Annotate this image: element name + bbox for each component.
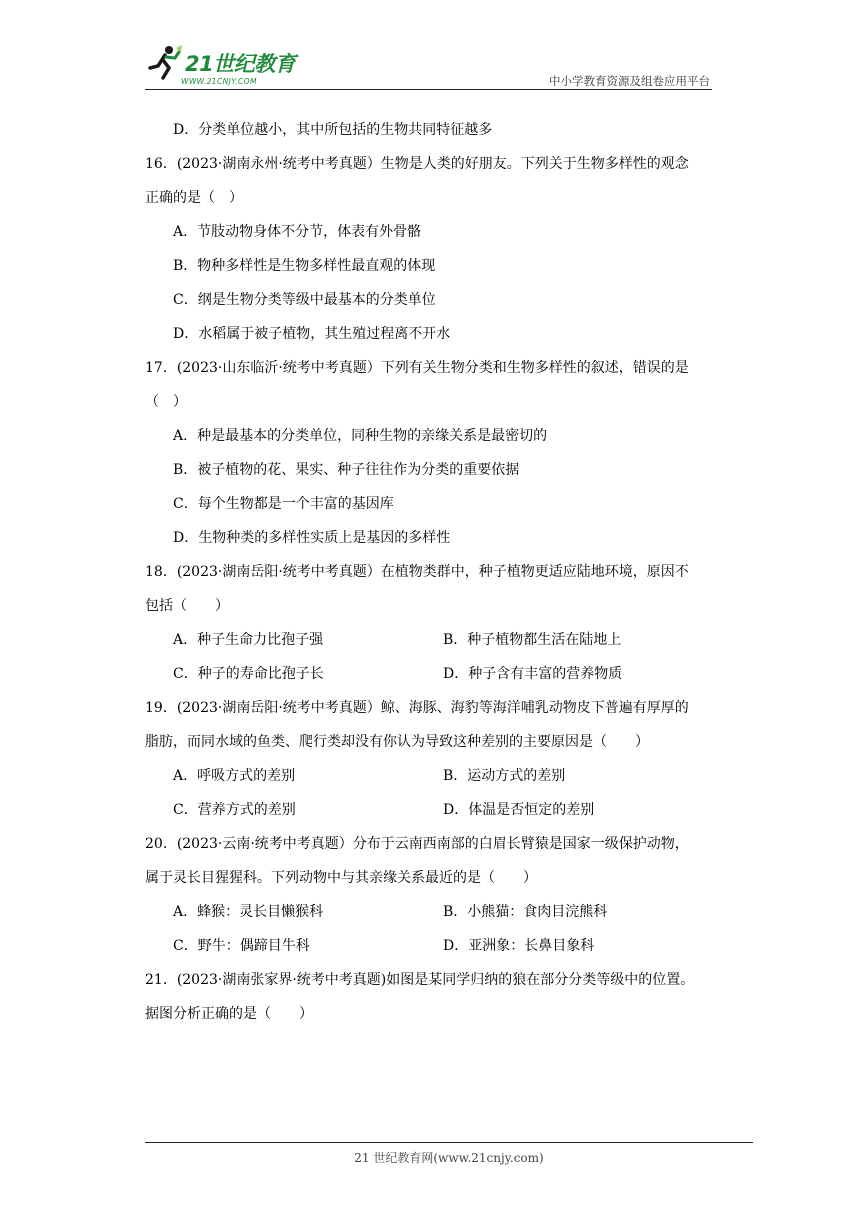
question-content [145,113,725,1031]
header-divider [145,89,712,90]
question-stem: 正确的是（ ） [145,190,243,206]
answer-option: B．运动方式的差别 [443,768,566,784]
answer-option: C．营养方式的差别 [173,802,296,818]
answer-option: D．体温是否恒定的差别 [443,802,595,818]
answer-option: C．种子的寿命比孢子长 [173,666,324,682]
question-stem: 20．(2023·云南·统考中考真题）分布于云南西南部的白眉长臂猿是国家一级保护动物， [145,836,689,852]
runner-icon [145,44,185,84]
answer-option: B．被子植物的花、果实、种子往往作为分类的重要依据 [173,462,520,478]
page-header [145,40,710,90]
question-stem: 18．(2023·湖南岳阳·统考中考真题）在植物类群中，种子植物更适应陆地环境，原因不 [145,564,689,580]
answer-option: B．物种多样性是生物多样性最直观的体现 [173,258,436,274]
platform-title: 中小学教育资源及组卷应用平台 [549,74,710,88]
answer-option: D．分类单位越小，其中所包括的生物共同特征越多 [173,122,493,138]
logo-url: WWW.21CNJY.COM [181,77,257,86]
question-stem: 脂肪，而同水域的鱼类、爬行类却没有你认为导致这种差别的主要原因是（ ） [145,734,649,750]
answer-option: D．生物种类的多样性实质上是基因的多样性 [173,530,451,546]
site-logo[interactable] [145,40,315,90]
answer-option: A．呼吸方式的差别 [173,768,296,784]
answer-option: A．种子生命力比孢子强 [173,632,324,648]
answer-option: A．节肢动物身体不分节，体表有外骨骼 [173,224,422,240]
option-row [145,793,725,827]
question-stem: 包括（ ） [145,598,229,614]
option-row [145,929,725,963]
question-stem: 17．(2023·山东临沂·统考中考真题）下列有关生物分类和生物多样性的叙述，错误的是 [145,360,689,376]
answer-option: C．纲是生物分类等级中最基本的分类单位 [173,292,436,308]
answer-option: B．小熊猫：食肉目浣熊科 [443,904,608,920]
question-stem: 21．(2023·湖南张家界·统考中考真题)如图是某同学归纳的狼在部分分类等级中的位置。 [145,972,695,988]
question-stem: （ ） [145,394,187,410]
option-row [145,623,725,657]
answer-option: C．野牛：偶蹄目牛科 [173,938,310,954]
footer-divider [145,1142,753,1143]
option-row [145,759,725,793]
answer-option: A．种是最基本的分类单位，同种生物的亲缘关系是最密切的 [173,428,548,444]
answer-option: D．水稻属于被子植物，其生殖过程离不开水 [173,326,451,342]
answer-option: D．种子含有丰富的营养物质 [443,666,623,682]
logo-text: 21世纪教育 [185,52,296,76]
option-row [145,657,725,691]
question-stem: 19．(2023·湖南岳阳·统考中考真题）鲸、海豚、海豹等海洋哺乳动物皮下普遍有厚厚的 [145,700,689,716]
question-stem: 据图分析正确的是（ ） [145,1006,313,1022]
question-stem: 16．(2023·湖南永州·统考中考真题）生物是人类的好朋友。下列关于生物多样性的观念 [145,156,689,172]
answer-option: A．蜂猴：灵长目懒猴科 [173,904,324,920]
option-row [145,895,725,929]
answer-option: B．种子植物都生活在陆地上 [443,632,622,648]
page-footer: 21 世纪教育网(www.21cnjy.com) [354,1151,544,1165]
question-stem: 属于灵长目猩猩科。下列动物中与其亲缘关系最近的是（ ） [145,870,537,886]
answer-option: D．亚洲象：长鼻目象科 [443,938,595,954]
answer-option: C．每个生物都是一个丰富的基因库 [173,496,394,512]
